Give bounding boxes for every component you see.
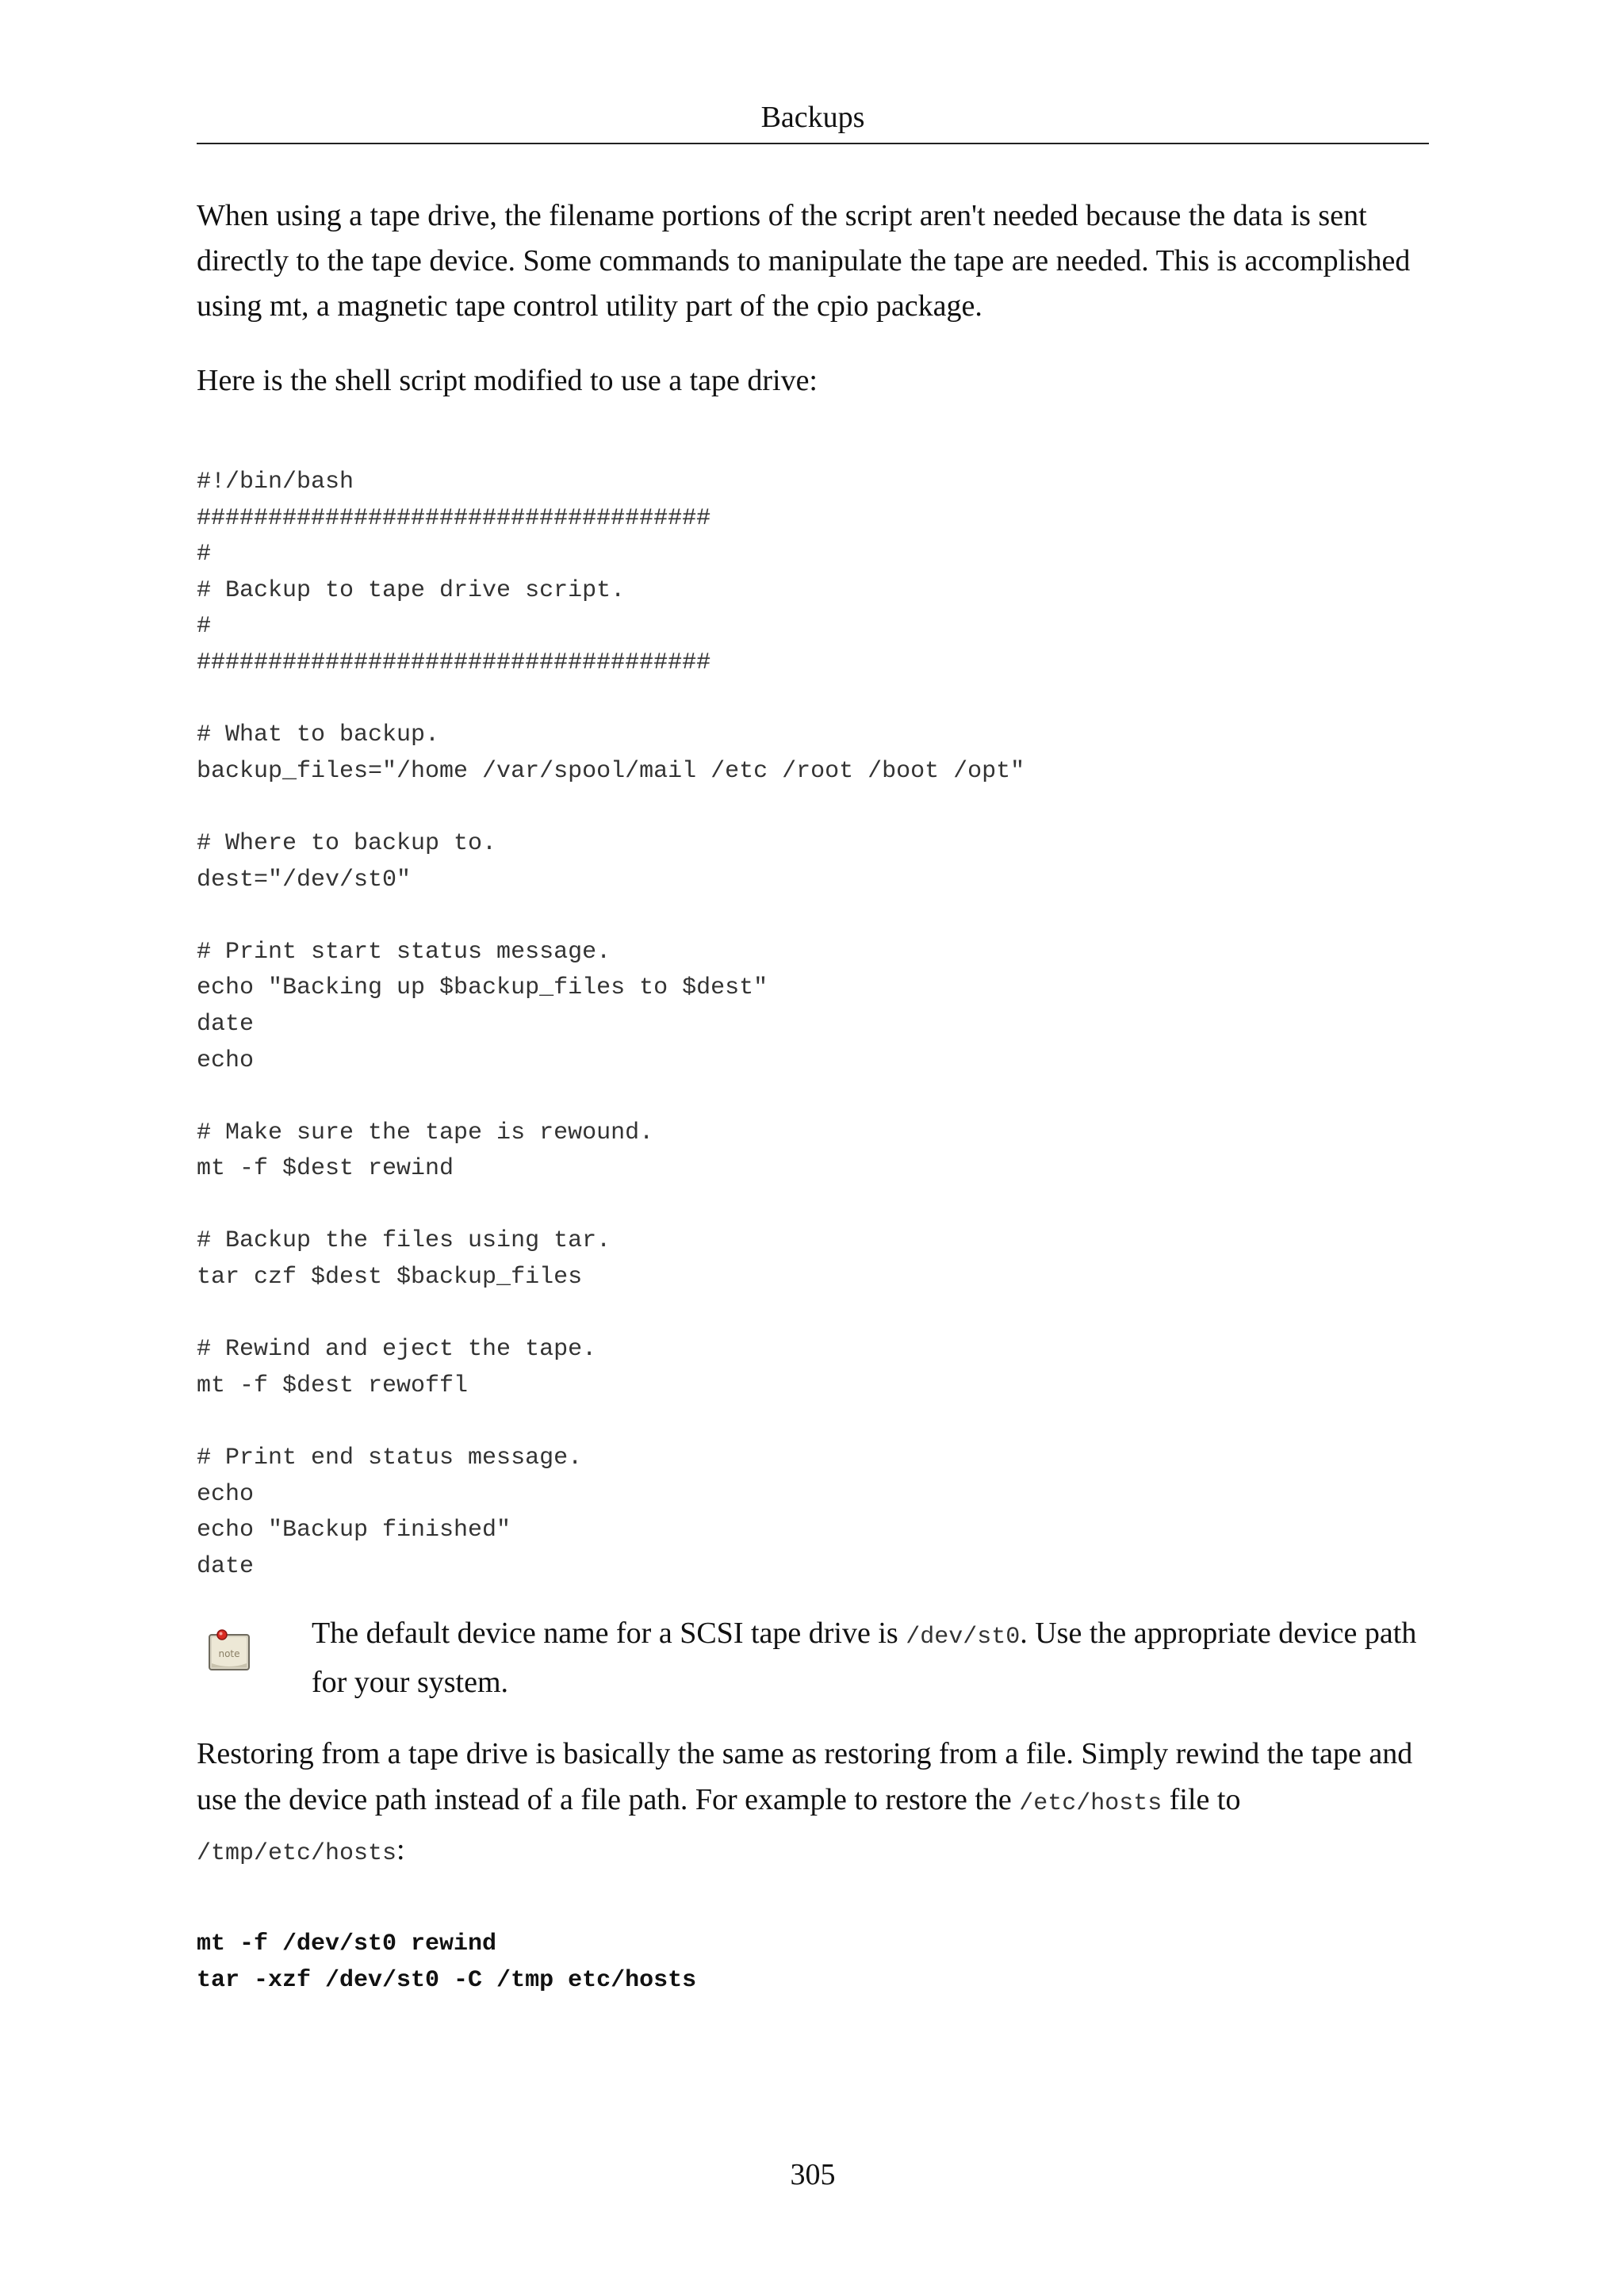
note-text [312, 1611, 1430, 1705]
header-rule [197, 143, 1429, 144]
code-line: # Backup the files using tar. [197, 1227, 611, 1255]
code-line: # Print end status message. [197, 1445, 583, 1472]
note-icon [205, 1627, 254, 1676]
tmp-hosts-path-code: /tmp/etc/hosts [197, 1840, 397, 1867]
code-line: date [197, 1010, 255, 1038]
code-line [197, 898, 1429, 935]
intro-paragraph: When using a tape drive, the filename portions of the script aren't needed because the data is sent directly to the tape device. Some commands to manipulate the tape are needed. This is accomplished using mt, a magnetic tape control utility part of the cpio package. [197, 199, 1411, 323]
script-intro: Here is the shell script modified to use a tape drive: [197, 364, 818, 397]
code-line: backup_files="/home /var/spool/mail /etc /root /boot /opt" [197, 757, 1025, 785]
code-line: dest="/dev/st0" [197, 866, 412, 894]
code-line: # Backup to tape drive script. [197, 576, 626, 604]
restore-commands-code [197, 1927, 1429, 1999]
code-line: date [197, 1552, 255, 1580]
code-line: # [197, 613, 212, 641]
code-line: # Rewind and eject the tape. [197, 1336, 597, 1364]
device-path-code: /dev/st0 [906, 1624, 1021, 1651]
running-header: Backups [760, 101, 865, 134]
code-line: mt -f $dest rewind [197, 1155, 454, 1183]
code-line [197, 1296, 1429, 1333]
code-line [197, 1079, 1429, 1115]
page-number: 305 [790, 2158, 836, 2191]
code-line [197, 1188, 1429, 1224]
code-line: tar czf $dest $backup_files [197, 1264, 583, 1292]
code-line: # Where to backup to. [197, 829, 497, 857]
code-line: mt -f /dev/st0 rewind [197, 1931, 497, 1957]
backup-script-code [197, 465, 1429, 1585]
code-line: #!/bin/bash [197, 469, 354, 496]
code-line: mt -f $dest rewoffl [197, 1372, 469, 1399]
code-line: # [197, 541, 212, 568]
note-text-start: The default device name for a SCSI tape drive is [312, 1617, 906, 1650]
restore-paragraph [197, 1731, 1429, 1877]
code-line [197, 682, 1429, 718]
code-line: echo "Backup finished" [197, 1517, 511, 1544]
code-line: tar -xzf /dev/st0 -C /tmp etc/hosts [197, 1966, 697, 1994]
code-line: echo [197, 1047, 255, 1074]
code-line: # Print start status message. [197, 938, 611, 966]
code-line [197, 1404, 1429, 1441]
note-icon-label: note [218, 1648, 240, 1659]
code-line: #################################### [197, 504, 711, 532]
code-line: #################################### [197, 649, 711, 676]
restore-text-middle: file to [1162, 1783, 1241, 1816]
code-line [197, 790, 1429, 826]
hosts-path-code: /etc/hosts [1019, 1790, 1162, 1817]
restore-text-end: : [396, 1833, 405, 1866]
note-text-end: . Use the appropriate device path for your system. [312, 1617, 1417, 1699]
code-line: # What to backup. [197, 721, 440, 749]
code-line: # Make sure the tape is rewound. [197, 1119, 654, 1146]
code-line: echo [197, 1480, 255, 1508]
restore-text-start: Restoring from a tape drive is basically the same as restoring from a file. Simply rewind the tape and use the device path instead of a file path. For example to restore the [197, 1737, 1413, 1816]
code-line: echo "Backing up $backup_files to $dest" [197, 974, 768, 1002]
